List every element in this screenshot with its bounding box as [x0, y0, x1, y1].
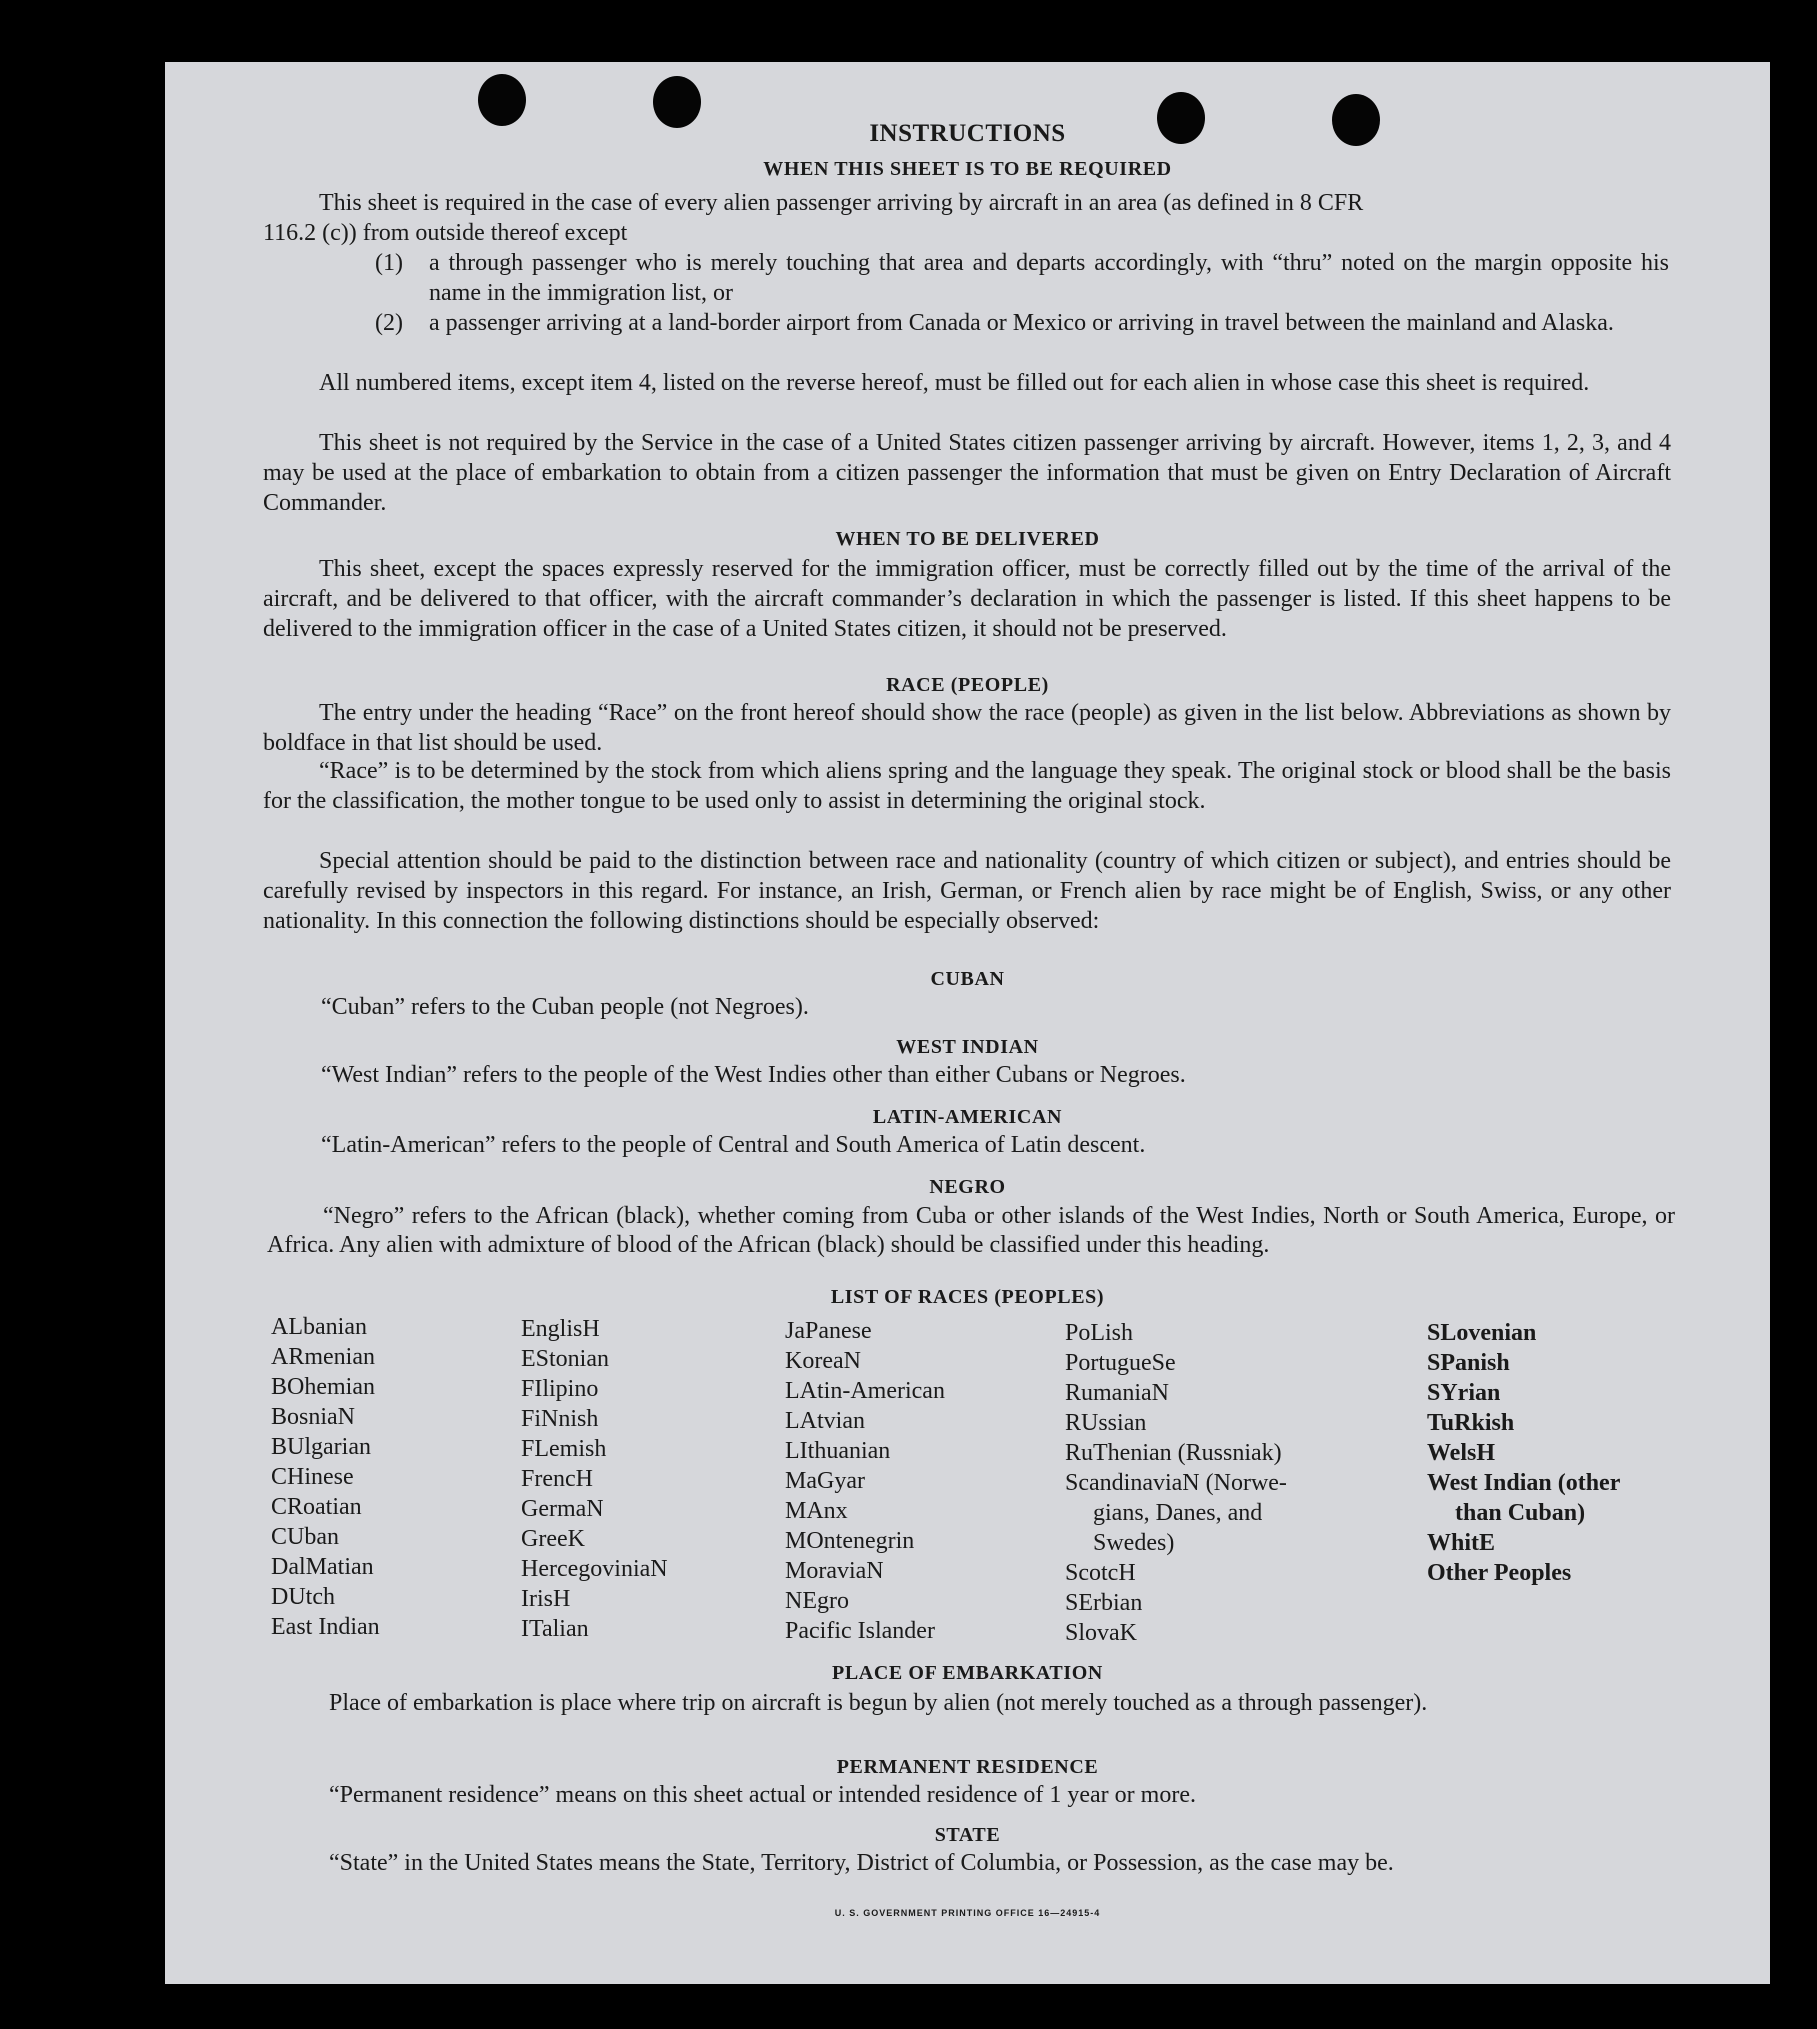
paragraph: The entry under the heading “Race” on the front hereof should show the race (people) as given in the list below. Abbreviations as shown by boldface in that list should be used.: [263, 700, 1671, 756]
race-list-item: CUban: [271, 1524, 339, 1550]
section-heading-cuban: CUBAN: [930, 968, 1005, 990]
race-list-item: WelsH: [1427, 1440, 1496, 1466]
race-list-item: ScotcH: [1065, 1560, 1136, 1586]
section-heading-embarkation: PLACE OF EMBARKATION: [832, 1662, 1103, 1684]
race-list-item: CRoatian: [271, 1494, 362, 1520]
punch-hole: [478, 74, 526, 126]
exception-item-1: [375, 248, 1675, 308]
section-heading-state: STATE: [934, 1824, 1001, 1846]
race-list-item: HercegoviniaN: [521, 1556, 668, 1582]
race-list-item: FLemish: [521, 1436, 607, 1462]
race-list-item: SlovaK: [1065, 1620, 1137, 1646]
race-list-column-3: [785, 1316, 945, 1646]
document-page: [165, 62, 1770, 1984]
race-list-column-1: [271, 1312, 380, 1642]
paragraph: “Permanent residence” means on this sheet actual or intended residence of 1 year or more.: [329, 1782, 1196, 1808]
exception-item-2: [375, 308, 1675, 368]
race-list-item: ARmenian: [271, 1344, 375, 1370]
paragraph: 116.2 (c)) from outside thereof except: [263, 220, 628, 246]
race-list-item: FrencH: [521, 1466, 593, 1492]
race-list-item: MOntenegrin: [785, 1528, 915, 1554]
paragraph: This sheet is not required by the Service in the case of a United States citizen passenger arriving by aircraft. However, items 1, 2, 3, and 4 may be used at the place of embarkation to obtain from a citizen passenger the information that must be given on Entry Declaration of Aircraft Commander.: [263, 430, 1671, 516]
race-list-item: MAnx: [785, 1498, 848, 1524]
paragraph: Place of embarkation is place where trip on aircraft is begun by alien (not merely touched as a through passenger).: [329, 1690, 1428, 1716]
race-list-item: NEgro: [785, 1588, 849, 1614]
section-heading-latin-american: LATIN-AMERICAN: [872, 1106, 1063, 1128]
race-list-item: PoLish: [1065, 1320, 1134, 1346]
item-text: a passenger arriving at a land-border airport from Canada or Mexico or arriving in travel between the mainland and Alaska.: [429, 310, 1614, 336]
race-list-item: LAtvian: [785, 1408, 865, 1434]
race-list-item: SPanish: [1427, 1350, 1510, 1376]
paragraph: This sheet is required in the case of every alien passenger arriving by aircraft in an area (as defined in 8 CFR: [319, 190, 1364, 216]
race-list-item: FiNnish: [521, 1406, 599, 1432]
race-list-item: LAtin-American: [785, 1378, 945, 1404]
race-list-item: CHinese: [271, 1464, 354, 1490]
race-list-item: WhitE: [1427, 1530, 1496, 1556]
race-list-item: MoraviaN: [785, 1558, 884, 1584]
race-list-item: RumaniaN: [1065, 1380, 1169, 1406]
race-list-item: Swedes): [1093, 1530, 1175, 1556]
paragraph: This sheet, except the spaces expressly reserved for the immigration officer, must be correctly filled out by the time of the arrival of the aircraft, and be delivered to that officer, with the aircraft commander’s declaration in which the passenger is listed. If this sheet happens to be delivered to the immigration officer in the case of a United States citizen, it should not be preserved.: [263, 556, 1671, 642]
race-list-column-4: [1065, 1318, 1287, 1648]
race-list-column-2: [521, 1314, 668, 1644]
race-list-item: East Indian: [271, 1614, 380, 1640]
section-heading-residence: PERMANENT RESIDENCE: [836, 1756, 1099, 1778]
race-list-item: DUtch: [271, 1584, 335, 1610]
item-text: a through passenger who is merely touching that area and departs accordingly, with “thru” noted on the margin opposite his name in the immigration list, or: [429, 250, 1669, 306]
race-list-item: ALbanian: [271, 1314, 367, 1340]
race-list-item: BosniaN: [271, 1404, 355, 1430]
page-title: INSTRUCTIONS: [869, 120, 1066, 147]
race-list-item: PortugueSe: [1065, 1350, 1176, 1376]
race-list-item: RuThenian (Russniak): [1065, 1440, 1282, 1466]
race-list-item: GermaN: [521, 1496, 604, 1522]
race-list-item: ScandinaviaN (Norwe-: [1065, 1470, 1287, 1496]
paragraph: Special attention should be paid to the distinction between race and nationality (country of which citizen or subject), and entries should be carefully revised by inspectors in this regard. For instance, an Irish, German, or French alien by race might be of English, Swiss, or any other nationality. In this connection the following distinctions should be especially observed:: [263, 848, 1671, 934]
race-list-item: GreeK: [521, 1526, 585, 1552]
race-list-item: FIlipino: [521, 1376, 599, 1402]
race-list-item: KoreaN: [785, 1348, 861, 1374]
section-heading-west-indian: WEST INDIAN: [896, 1036, 1039, 1058]
race-list-column-5: [1427, 1318, 1620, 1588]
race-list-item: Pacific Islander: [785, 1618, 935, 1644]
race-list-item: BUlgarian: [271, 1434, 371, 1460]
paragraph: “Negro” refers to the African (black), whether coming from Cuba or other islands of the West Indies, North or South America, Europe, or Africa. Any alien with admixture of blood of the African (black) should be classified under this heading.: [267, 1203, 1675, 1258]
paragraph: “West Indian” refers to the people of the West Indies other than either Cubans or Negroes.: [321, 1062, 1186, 1088]
race-list-item: LIthuanian: [785, 1438, 891, 1464]
section-heading-when-delivered: WHEN TO BE DELIVERED: [835, 528, 1100, 550]
paragraph: All numbered items, except item 4, listed on the reverse hereof, must be filled out for each alien in whose case this sheet is required.: [319, 370, 1590, 396]
race-list-item: EStonian: [521, 1346, 609, 1372]
race-list-item: DalMatian: [271, 1554, 374, 1580]
section-heading-negro: NEGRO: [929, 1176, 1006, 1198]
race-list-item: EnglisH: [521, 1316, 600, 1342]
race-list-item: SErbian: [1065, 1590, 1143, 1616]
race-list-item: SLovenian: [1427, 1320, 1537, 1346]
section-heading-race: RACE (PEOPLE): [886, 674, 1049, 696]
race-list-item: RUssian: [1065, 1410, 1147, 1436]
item-number: (2): [375, 310, 403, 336]
race-list-item: gians, Danes, and: [1093, 1500, 1263, 1526]
paragraph: “Latin-American” refers to the people of Central and South America of Latin descent.: [321, 1132, 1146, 1158]
paragraph: “State” in the United States means the State, Territory, District of Columbia, or Possession, as the case may be.: [329, 1850, 1394, 1876]
item-number: (1): [375, 250, 403, 276]
race-list-item: ITalian: [521, 1616, 589, 1642]
race-list-item: than Cuban): [1455, 1500, 1586, 1526]
printing-office-imprint: U. S. GOVERNMENT PRINTING OFFICE 16—24915-4: [834, 1908, 1101, 1918]
section-heading-when-required: WHEN THIS SHEET IS TO BE REQUIRED: [763, 158, 1172, 180]
race-list-item: JaPanese: [785, 1318, 872, 1344]
paragraph: “Race” is to be determined by the stock from which aliens spring and the language they speak. The original stock or blood shall be the basis for the classification, the mother tongue to be used only to assist in determining the original stock.: [263, 758, 1671, 814]
race-list-item: BOhemian: [271, 1374, 375, 1400]
paragraph: “Cuban” refers to the Cuban people (not Negroes).: [321, 994, 809, 1020]
section-heading-list-of-races: LIST OF RACES (PEOPLES): [830, 1286, 1105, 1308]
race-list-item: SYrian: [1427, 1380, 1501, 1406]
race-list-item: TuRkish: [1427, 1410, 1515, 1436]
race-list-item: West Indian (other: [1427, 1470, 1621, 1496]
race-list-item: IrisH: [521, 1586, 571, 1612]
race-list-item: MaGyar: [785, 1468, 865, 1494]
race-list-item: Other Peoples: [1427, 1560, 1572, 1586]
